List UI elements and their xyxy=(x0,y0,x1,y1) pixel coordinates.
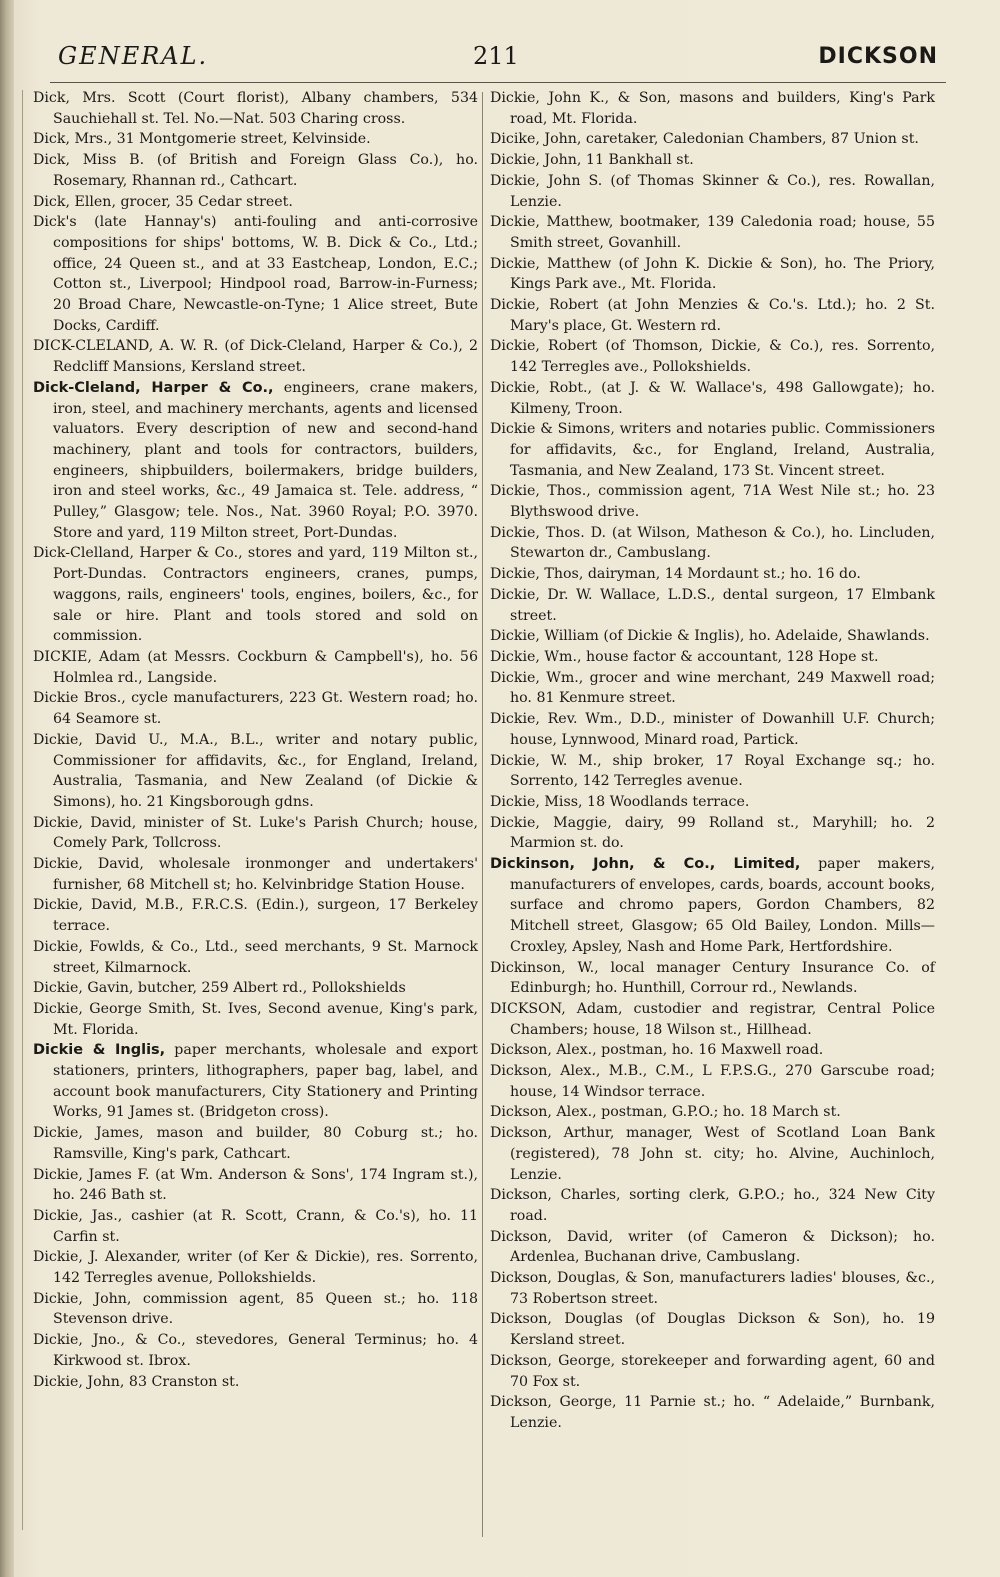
directory-entry xyxy=(33,192,478,213)
entry-text: Dick, Miss B. (of British and Foreign Glass Co.), ho. Rosemary, Rhannan rd., Cathcart. xyxy=(33,152,478,189)
entry-text: Dickson, Alex., postman, ho. 16 Maxwell road. xyxy=(490,1042,824,1059)
directory-entry xyxy=(490,813,935,854)
entry-text: Dickie Bros., cycle manufacturers, 223 Gt. Western road; ho. 64 Seamore st. xyxy=(33,690,478,728)
entry-text: Dicike, John, caretaker, Caledonian Chambers, 87 Union st. xyxy=(490,131,919,148)
directory-entry xyxy=(490,1227,935,1268)
directory-entry xyxy=(490,1061,935,1102)
entry-text: Dickie, Dr. W. Wallace, L.D.S., dental surgeon, 17 Elmbank street. xyxy=(490,586,935,624)
directory-entry xyxy=(490,1123,935,1185)
entry-text: Dickson, George, storekeeper and forwarding agent, 60 and 70 Fox st. xyxy=(490,1352,935,1390)
entry-text: Dickson, Alex., M.B., C.M., L F.P.S.G., 270 Garscube road; house, 14 Windsor terrace. xyxy=(490,1063,935,1100)
directory-entry xyxy=(33,813,478,854)
entry-text: Dickson, Charles, sorting clerk, G.P.O.; ho., 324 New City road. xyxy=(490,1187,935,1224)
entry-text: Dick, Mrs. Scott (Court florist), Albany chambers, 534 Sauchiehall st. Tel. No.—Nat. 503 Charing cross. xyxy=(33,90,478,127)
directory-entry xyxy=(490,212,935,253)
entry-text: Dickie, David U., M.A., B.L., writer and notary public, Commissioner for affidavits, &c., for England, Ireland, Australia, Tasmania, and New Zealand (of Dickie & Simons), ho. 21 Kingsborough gdns. xyxy=(33,731,478,810)
directory-entry xyxy=(33,854,478,895)
section-title: GENERAL. xyxy=(58,42,209,70)
entry-text: Dickie, Jas., cashier (at R. Scott, Crann, & Co.'s), ho. 11 Carfin st. xyxy=(33,1207,478,1245)
directory-entry xyxy=(490,523,935,564)
entry-text: Dickson, David, writer (of Cameron & Dickson); ho. Ardenlea, Buchanan drive, Cambuslang. xyxy=(490,1228,935,1266)
entry-text: Dickinson, W., local manager Century Insurance Co. of Edinburgh; ho. Hunthill, Corrour rd., Newlands. xyxy=(490,959,935,997)
directory-entry xyxy=(33,688,478,729)
entry-text: Dick-Clelland, Harper & Co., stores and yard, 119 Milton st., Port-Dundas. Contractors engineers, cranes, pumps, waggons, rails, engineers' tools, engines, boilers, &c., for sale or hire. Plant and tools stored and sold on commission. xyxy=(33,545,478,645)
directory-entry xyxy=(33,129,478,150)
directory-entry xyxy=(490,88,935,129)
directory-entry xyxy=(490,958,935,999)
directory-entry xyxy=(33,1123,478,1164)
directory-entry xyxy=(490,295,935,336)
entry-text: Dickie, John S. (of Thomas Skinner & Co.), res. Rowallan, Lenzie. xyxy=(490,172,935,210)
directory-entry xyxy=(490,668,935,709)
entry-text: Dickie, Miss, 18 Woodlands terrace. xyxy=(490,793,750,810)
directory-entry xyxy=(33,150,478,191)
entry-text: Dickson, George, 11 Parnie st.; ho. “ Adelaide,” Burnbank, Lenzie. xyxy=(490,1394,935,1431)
column-divider xyxy=(482,92,483,1537)
entry-text: Dickie, George Smith, St. Ives, Second avenue, King's park, Mt. Florida. xyxy=(33,1000,478,1038)
entry-text: Dickson, Arthur, manager, West of Scotland Loan Bank (registered), 78 John st. city; ho. Alvine, Auchinloch, Lenzie. xyxy=(490,1125,935,1183)
entry-text: Dick, Ellen, grocer, 35 Cedar street. xyxy=(33,193,293,210)
entry-text: DICKIE, Adam (at Messrs. Cockburn & Campbell's), ho. 56 Holmlea rd., Langside. xyxy=(33,648,478,686)
directory-entry xyxy=(490,626,935,647)
directory-entry xyxy=(490,792,935,813)
entry-text: Dickie, Robt., (at J. & W. Wallace's, 498 Gallowgate); ho. Kilmeny, Troon. xyxy=(490,379,935,417)
entry-text: Dickie, James, mason and builder, 80 Coburg st.; ho. Ramsville, King's park, Cathcart. xyxy=(33,1125,478,1162)
entry-text: Dickie, W. M., ship broker, 17 Royal Exchange sq.; ho. Sorrento, 142 Terregles avenue. xyxy=(490,752,935,790)
directory-entry xyxy=(490,709,935,750)
entry-bold-name: Dickie & Inglis, xyxy=(33,1042,166,1059)
running-head: DICKSON xyxy=(818,44,938,69)
directory-entry xyxy=(490,1102,935,1123)
directory-entry xyxy=(490,1185,935,1226)
entry-text: Dickie, Robert (at John Menzies & Co.'s. Ltd.); ho. 2 St. Mary's place, Gt. Western rd. xyxy=(490,297,935,334)
directory-entry xyxy=(490,129,935,150)
entry-text: Dickie, Gavin, butcher, 259 Albert rd., Pollokshields xyxy=(33,980,406,997)
directory-entry xyxy=(490,481,935,522)
directory-entry xyxy=(490,751,935,792)
entry-text: DICKSON, Adam, custodier and registrar, Central Police Chambers; house, 18 Wilson st., Hillhead. xyxy=(490,1000,935,1038)
entry-text: Dickie, Thos., commission agent, 71A West Nile st.; ho. 23 Blythswood drive. xyxy=(490,483,935,521)
directory-entry xyxy=(33,378,478,544)
entry-text: Dickie, Maggie, dairy, 99 Rolland st., Maryhill; ho. 2 Marmion st. do. xyxy=(490,814,935,852)
entry-text: Dickie, Wm., grocer and wine merchant, 249 Maxwell road; ho. 81 Kenmure street. xyxy=(490,669,935,707)
entry-text: paper makers, manufacturers of envelopes, cards, boards, account books, surface and chromo papers, Gordon Chambers, 82 Mitchell street, Glasgow; 65 Old Bailey, London. Mills—Croxley, Apsley, Nash and Home Park, Hertfordshire. xyxy=(510,856,935,955)
entry-text: Dick, Mrs., 31 Montgomerie street, Kelvinside. xyxy=(33,131,371,148)
directory-entry xyxy=(33,88,478,129)
directory-entry xyxy=(490,336,935,377)
entry-text: Dickie, John, commission agent, 85 Queen st.; ho. 118 Stevenson drive. xyxy=(33,1290,478,1328)
left-column xyxy=(33,88,478,1392)
entry-text: Dickson, Douglas (of Douglas Dickson & Son), ho. 19 Kersland street. xyxy=(490,1311,935,1349)
directory-entry xyxy=(490,171,935,212)
directory-entry xyxy=(490,378,935,419)
directory-entry xyxy=(33,999,478,1040)
directory-entry xyxy=(33,1372,478,1393)
directory-entry xyxy=(490,254,935,295)
directory-entry xyxy=(490,1309,935,1350)
directory-entry xyxy=(33,1165,478,1206)
entry-text: Dickie, Wm., house factor & accountant, 128 Hope st. xyxy=(490,648,879,665)
entry-text: Dickie, William (of Dickie & Inglis), ho. Adelaide, Shawlands. xyxy=(490,628,930,645)
directory-entry xyxy=(33,647,478,688)
binding-line xyxy=(22,90,23,1530)
entry-text: Dick's (late Hannay's) anti-fouling and anti-corrosive compositions for ships' bottoms, W. B. Dick & Co., Ltd.; office, 24 Queen st., and at 33 Eastcheap, London, E.C.; Cotton st., Liverpool; Hindpool road, Barrow-in-Furness; 20 Broad Chare, Newcastle-on-Tyne; 1 Alice street, Bute Docks, Cardiff. xyxy=(33,214,478,334)
directory-entry xyxy=(490,564,935,585)
entry-text: Dickie, Matthew (of John K. Dickie & Son), ho. The Priory, Kings Park ave., Mt. Florida. xyxy=(490,255,935,293)
directory-entry xyxy=(33,1040,478,1123)
page-binding xyxy=(0,0,14,1577)
directory-entry xyxy=(33,1289,478,1330)
directory-entry xyxy=(490,419,935,481)
entry-text: Dickson, Alex., postman, G.P.O.; ho. 18 March st. xyxy=(490,1104,841,1121)
entry-text: Dickie, Robert (of Thomson, Dickie, & Co.), res. Sorrento, 142 Terregles ave., Pollokshields. xyxy=(490,338,935,376)
entry-text: Dickie, John, 83 Cranston st. xyxy=(33,1373,240,1390)
entry-text: engineers, crane makers, iron, steel, and machinery merchants, agents and licensed valuators. Every description of new and second-hand machinery, plant and tools for contractors, builders, engineers, shipbuilders, boilermakers, bridge builders, iron and steel works, &c., 49 Jamaica st. Tele. address, “ Pulley,” Glasgow; tele. Nos., Nat. 3960 Royal; P.O. 3970. Store and yard, 119 Milton street, Port-Dundas. xyxy=(53,379,478,541)
directory-entry xyxy=(33,543,478,647)
directory-entry xyxy=(490,647,935,668)
entry-text: Dickie, James F. (at Wm. Anderson & Sons', 174 Ingram st.), ho. 246 Bath st. xyxy=(33,1166,478,1204)
header-rule xyxy=(50,82,946,83)
directory-entry xyxy=(33,937,478,978)
directory-entry xyxy=(33,1247,478,1288)
entry-text: Dickie, David, minister of St. Luke's Parish Church; house, Comely Park, Tollcross. xyxy=(33,814,478,852)
directory-entry xyxy=(33,1330,478,1371)
entry-text: Dickie, David, M.B., F.R.C.S. (Edin.), surgeon, 17 Berkeley terrace. xyxy=(33,897,478,935)
directory-entry xyxy=(490,1392,935,1433)
entry-text: Dickie, Fowlds, & Co., Ltd., seed merchants, 9 St. Marnock street, Kilmarnock. xyxy=(33,938,478,976)
directory-entry xyxy=(490,585,935,626)
entry-text: paper merchants, wholesale and export stationers, printers, lithographers, paper bag, label, and account book manufacturers, City Stationery and Printing Works, 91 James st. (Bridgeton cross). xyxy=(53,1042,478,1121)
entry-text: Dickie, Jno., & Co., stevedores, General Terminus; ho. 4 Kirkwood st. Ibrox. xyxy=(33,1332,478,1369)
directory-entry xyxy=(490,1351,935,1392)
directory-entry xyxy=(33,730,478,813)
right-column xyxy=(490,88,935,1434)
entry-text: Dickie, Rev. Wm., D.D., minister of Dowanhill U.F. Church; house, Lynnwood, Minard road, Partick. xyxy=(490,711,935,748)
entry-text: Dickie & Simons, writers and notaries public. Commissioners for affidavits, &c., for England, Ireland, Australia, Tasmania, and New Zealand, 173 St. Vincent street. xyxy=(490,421,935,479)
directory-entry xyxy=(33,895,478,936)
entry-text: Dickie, John K., & Son, masons and builders, King's Park road, Mt. Florida. xyxy=(490,90,935,127)
entry-text: Dickie, J. Alexander, writer (of Ker & Dickie), res. Sorrento, 142 Terregles avenue, Pollokshields. xyxy=(33,1249,478,1287)
directory-entry xyxy=(490,854,935,958)
directory-entry xyxy=(33,336,478,377)
entry-bold-name: Dickinson, John, & Co., Limited, xyxy=(490,856,801,873)
directory-entry xyxy=(33,212,478,336)
entry-text: Dickie, David, wholesale ironmonger and undertakers' furnisher, 68 Mitchell st; ho. Kelvinbridge Station House. xyxy=(33,856,478,893)
entry-text: Dickie, Thos. D. (at Wilson, Matheson & Co.), ho. Lincluden, Stewarton dr., Cambuslang. xyxy=(490,524,935,562)
entry-bold-name: Dick-Cleland, Harper & Co., xyxy=(33,379,274,396)
directory-entry xyxy=(33,1206,478,1247)
directory-entry xyxy=(490,999,935,1040)
directory-entry xyxy=(33,978,478,999)
entry-text: Dickie, John, 11 Bankhall st. xyxy=(490,152,694,169)
directory-entry xyxy=(490,150,935,171)
page-header xyxy=(58,38,938,78)
entry-text: Dickson, Douglas, & Son, manufacturers ladies' blouses, &c., 73 Robertson street. xyxy=(490,1270,935,1307)
entry-text: Dickie, Thos, dairyman, 14 Mordaunt st.; ho. 16 do. xyxy=(490,566,861,583)
entry-text: DICK-CLELAND, A. W. R. (of Dick-Cleland, Harper & Co.), 2 Redcliff Mansions, Kersland street. xyxy=(33,338,478,376)
directory-entry xyxy=(490,1268,935,1309)
directory-entry xyxy=(490,1040,935,1061)
page-number: 211 xyxy=(473,42,519,70)
entry-text: Dickie, Matthew, bootmaker, 139 Caledonia road; house, 55 Smith street, Govanhill. xyxy=(490,214,935,251)
